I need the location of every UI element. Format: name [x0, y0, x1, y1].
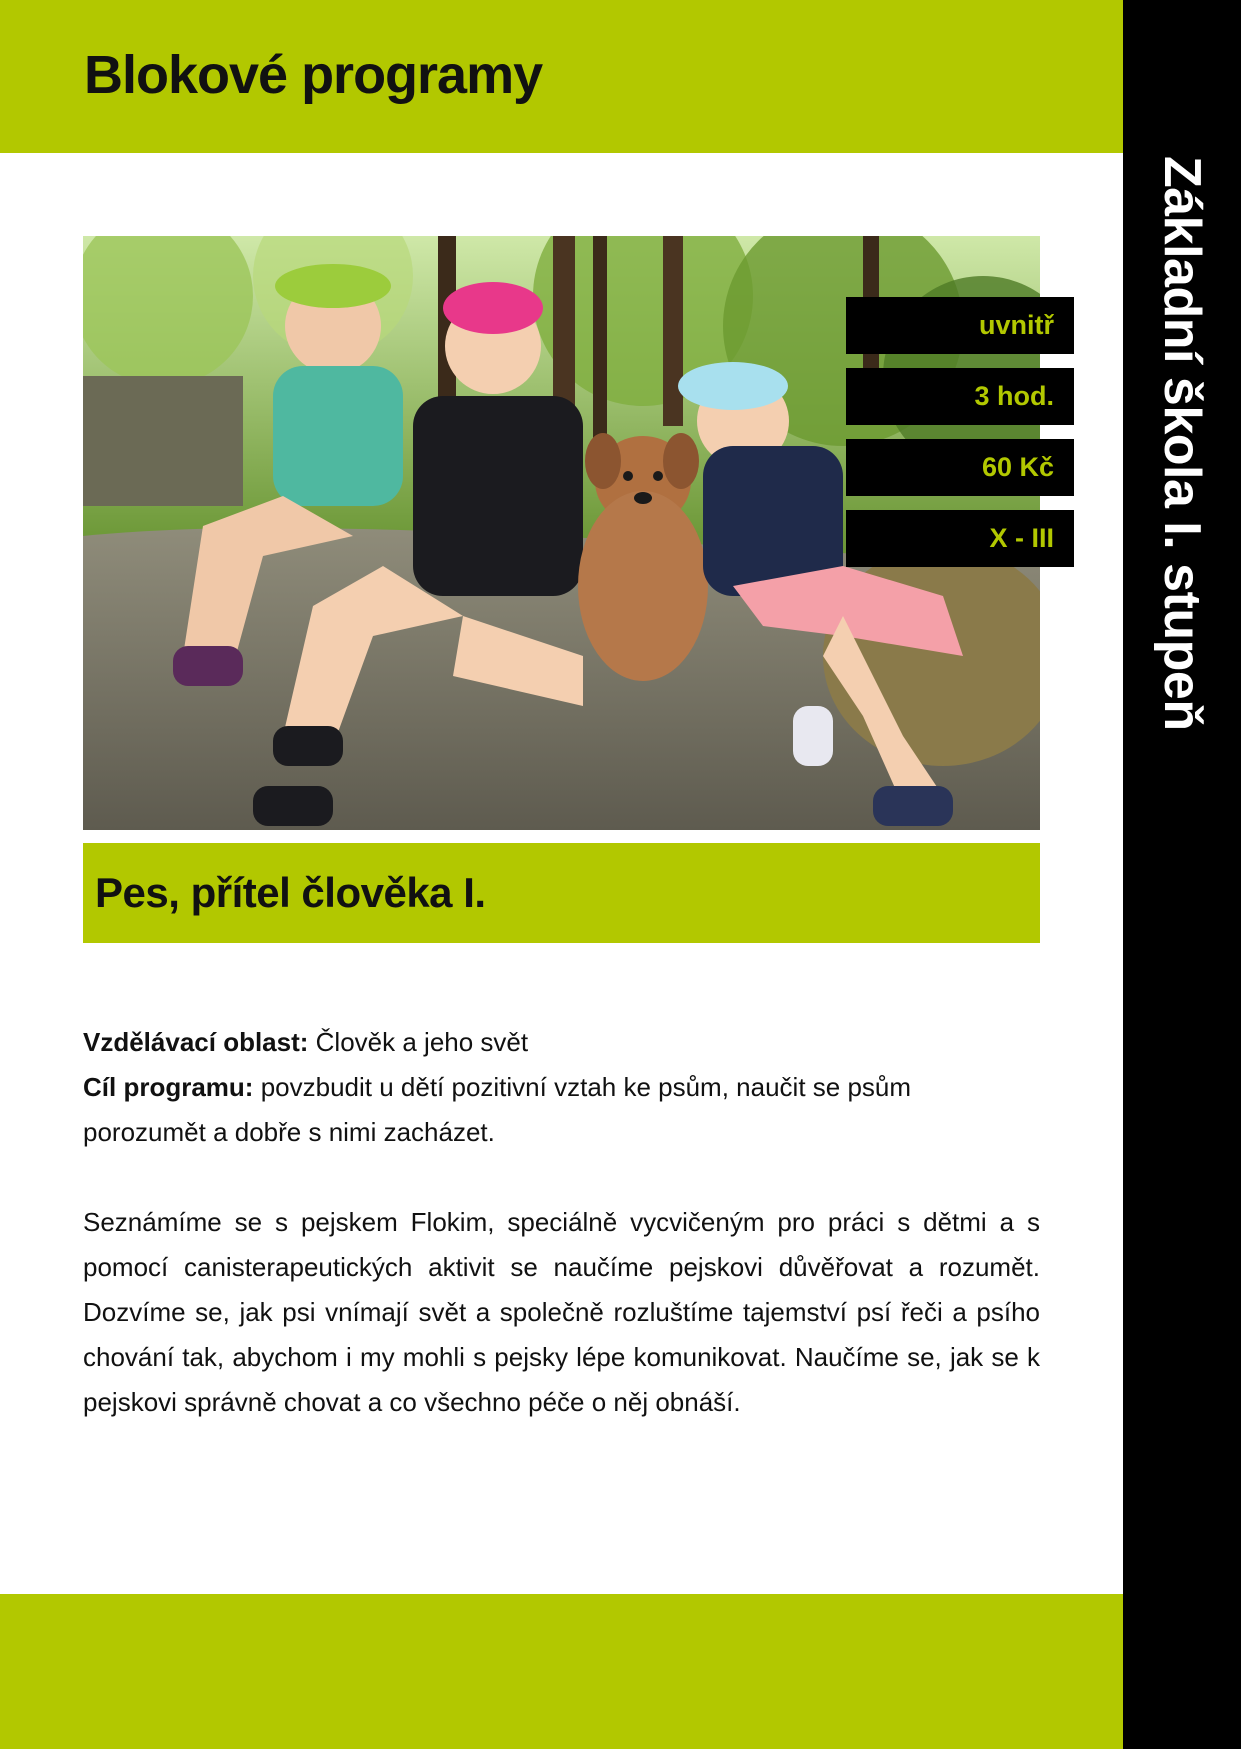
program-title-bar [83, 843, 1040, 943]
area-value: Člověk a jeho svět [315, 1027, 529, 1057]
tag-months: X - III [846, 510, 1074, 567]
program-info [83, 1020, 1040, 1155]
goal-line [83, 1065, 1040, 1155]
goal-value: povzbudit u dětí pozitivní vztah ke psům, naučit se psům porozumět a dobře s nimi zacházet. [83, 1072, 912, 1147]
header-band [0, 0, 1123, 153]
tag-location: uvnitř [846, 297, 1074, 354]
tag-duration: 3 hod. [846, 368, 1074, 425]
footer-band [0, 1594, 1123, 1749]
program-title: Pes, přítel člověka I. [95, 869, 486, 916]
program-description: Seznámíme se s pejskem Flokim, speciálně vycvičeným pro práci s dětmi a s pomocí canisterapeutických aktivit se naučíme pejskovi důvěřovat a rozumět. Dozvíme se, jak psi vnímají svět a společně rozluštíme tajemství psí řeči a psího chování tak, abychom i my mohli s pejsky lépe komunikovat. Naučíme se, jak se k pejskovi správně chovat a co všechno péče o něj obnáší. [83, 1207, 1040, 1417]
goal-label: Cíl programu: [83, 1072, 254, 1102]
area-label: Vzdělávací oblast: [83, 1027, 309, 1057]
page-title: Blokové programy [84, 45, 543, 105]
sidebar-label: Základní škola I. stupeň [1153, 156, 1211, 731]
area-line [83, 1020, 1040, 1065]
tag-price: 60 Kč [846, 439, 1074, 496]
